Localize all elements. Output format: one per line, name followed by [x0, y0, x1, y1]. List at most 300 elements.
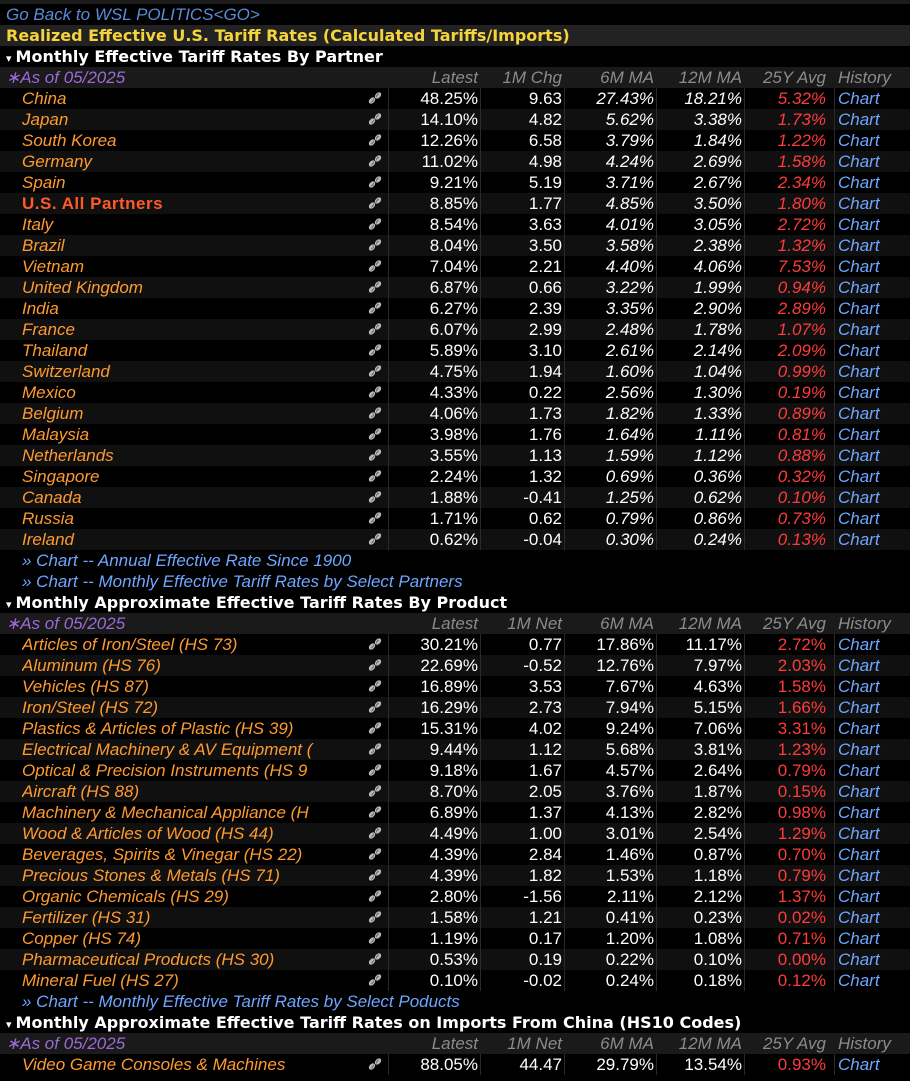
history-chart-link[interactable]: Chart [838, 215, 880, 234]
latest-value: 4.06% [429, 404, 478, 423]
latest-value: 4.75% [429, 362, 478, 381]
history-chart-link[interactable]: Chart [838, 719, 880, 738]
history-chart-link[interactable]: Chart [838, 635, 880, 654]
ma12-value: 0.23% [693, 908, 742, 927]
link-icon[interactable] [364, 865, 386, 886]
column-header[interactable]: History [838, 614, 891, 633]
latest-value: 8.04% [429, 236, 478, 255]
link-icon[interactable] [364, 1054, 386, 1075]
change-value: 4.82 [528, 110, 562, 129]
avg25-value: 0.79% [777, 866, 826, 885]
ma12-value: 2.69% [693, 152, 742, 171]
ma6-value: 4.24% [605, 152, 654, 171]
history-chart-link[interactable]: Chart [838, 845, 880, 864]
change-value: 44.47 [519, 1055, 562, 1074]
change-value: 4.02 [528, 719, 562, 738]
latest-value: 7.04% [429, 257, 478, 276]
table-row[interactable] [0, 235, 910, 256]
history-chart-link[interactable]: Chart [838, 320, 880, 339]
history-chart-link[interactable]: Chart [838, 236, 880, 255]
latest-value: 11.02% [421, 152, 478, 171]
collapse-arrow-icon[interactable]: ▾ [6, 1018, 12, 1031]
history-chart-link[interactable]: Chart [838, 971, 880, 990]
history-chart-link[interactable]: Chart [838, 509, 880, 528]
history-chart-link[interactable]: Chart [838, 887, 880, 906]
column-header[interactable]: History [838, 1034, 891, 1053]
column-header[interactable]: 6M MA [600, 614, 654, 633]
table-row[interactable] [0, 88, 910, 109]
link-icon[interactable] [364, 718, 386, 739]
row-name[interactable]: Malaysia [22, 425, 90, 444]
column-header[interactable]: 25Y Avg [762, 614, 826, 633]
history-chart-link[interactable]: Chart [838, 383, 880, 402]
latest-value: 6.87% [429, 278, 478, 297]
table-row[interactable] [0, 865, 910, 886]
link-icon[interactable] [364, 403, 386, 424]
column-header[interactable]: 12M MA [678, 614, 742, 633]
link-icon[interactable] [364, 487, 386, 508]
avg25-value: 0.89% [777, 404, 826, 423]
table-row[interactable] [0, 361, 910, 382]
avg25-value: 1.58% [777, 677, 826, 696]
table-row[interactable] [0, 340, 910, 361]
table-row[interactable] [0, 445, 910, 466]
row-name[interactable]: Pharmaceutical Products (HS 30) [22, 950, 275, 969]
ma12-value: 0.86% [693, 509, 742, 528]
ma6-value: 3.76% [605, 782, 654, 801]
ma6-value: 3.71% [605, 173, 654, 192]
change-value: 2.05 [528, 782, 562, 801]
section-title: Monthly Effective Tariff Rates By Partner [15, 47, 383, 66]
row-name[interactable]: France [22, 320, 75, 339]
change-value: 0.19 [528, 950, 562, 969]
row-name[interactable]: Italy [22, 215, 54, 234]
link-icon[interactable] [364, 445, 386, 466]
link-icon[interactable] [364, 466, 386, 487]
link-icon[interactable] [364, 529, 386, 550]
history-chart-link[interactable]: Chart [838, 950, 880, 969]
chart-link[interactable]: » Chart -- Monthly Effective Tariff Rates by Select Partners [22, 572, 463, 591]
ma6-value: 3.35% [605, 299, 654, 318]
row-name[interactable]: Beverages, Spirits & Vinegar (HS 22) [22, 845, 303, 864]
row-name[interactable]: South Korea [22, 131, 117, 150]
ma12-value: 4.63% [693, 677, 742, 696]
history-chart-link[interactable]: Chart [838, 677, 880, 696]
link-icon[interactable] [364, 697, 386, 718]
ma12-value: 13.54% [684, 1055, 742, 1074]
table-row[interactable] [0, 382, 910, 403]
table-row[interactable] [0, 172, 910, 193]
change-value: 0.62 [528, 509, 562, 528]
table-row[interactable] [0, 1054, 910, 1075]
table-row[interactable] [0, 424, 910, 445]
ma12-value: 4.06% [693, 257, 742, 276]
ma12-value: 2.67% [693, 173, 742, 192]
link-icon[interactable] [364, 781, 386, 802]
table-row[interactable] [0, 886, 910, 907]
row-name[interactable]: Plastics & Articles of Plastic (HS 39) [22, 719, 294, 738]
row-name[interactable]: Wood & Articles of Wood (HS 44) [22, 824, 274, 843]
row-name[interactable]: Netherlands [22, 446, 114, 465]
table-row[interactable] [0, 634, 910, 655]
row-name[interactable]: Ireland [22, 530, 74, 549]
link-icon[interactable] [364, 634, 386, 655]
avg25-value: 2.72% [777, 635, 826, 654]
link-icon[interactable] [364, 298, 386, 319]
column-header[interactable]: 6M MA [600, 1034, 654, 1053]
avg25-value: 1.58% [777, 152, 826, 171]
latest-value: 12.26% [420, 131, 478, 150]
ma6-value: 3.01% [605, 824, 654, 843]
history-chart-link[interactable]: Chart [838, 341, 880, 360]
table-row[interactable] [0, 256, 910, 277]
link-icon[interactable] [364, 340, 386, 361]
ma6-value: 17.86% [596, 635, 654, 654]
latest-value: 88.05% [420, 1055, 478, 1074]
row-name[interactable]: Switzerland [22, 362, 110, 381]
link-icon[interactable] [364, 361, 386, 382]
avg25-value: 0.12% [777, 971, 826, 990]
ma12-value: 3.81% [693, 740, 742, 759]
table-row[interactable] [0, 970, 910, 991]
history-chart-link[interactable]: Chart [838, 488, 880, 507]
history-chart-link[interactable]: Chart [838, 446, 880, 465]
ma12-value: 1.04% [693, 362, 742, 381]
history-chart-link[interactable]: Chart [838, 299, 880, 318]
row-name[interactable]: Mexico [22, 383, 76, 402]
history-chart-link[interactable]: Chart [838, 404, 880, 423]
link-icon[interactable] [364, 760, 386, 781]
table-row[interactable] [0, 529, 910, 550]
history-chart-link[interactable]: Chart [838, 929, 880, 948]
column-header[interactable]: 1M Net [507, 1034, 562, 1053]
history-chart-link[interactable]: Chart [838, 89, 880, 108]
table-row[interactable] [0, 130, 910, 151]
history-chart-link[interactable]: Chart [838, 740, 880, 759]
row-name[interactable]: Thailand [22, 341, 88, 360]
table-row[interactable] [0, 928, 910, 949]
column-header[interactable]: 1M Net [507, 614, 562, 633]
latest-value: 0.53% [429, 950, 478, 969]
table-row[interactable] [0, 844, 910, 865]
row-name[interactable]: Spain [22, 173, 66, 192]
avg25-value: 1.80% [777, 194, 826, 213]
column-header[interactable]: Latest [431, 68, 478, 87]
latest-value: 3.98% [429, 425, 478, 444]
change-value: 0.22 [528, 383, 562, 402]
change-value: 2.84 [528, 845, 562, 864]
change-value: 2.21 [528, 257, 562, 276]
ma12-value: 0.36% [693, 467, 742, 486]
row-name[interactable]: India [22, 299, 59, 318]
row-name[interactable]: Organic Chemicals (HS 29) [22, 887, 229, 906]
table-row[interactable] [0, 802, 910, 823]
ma12-value: 3.38% [693, 110, 742, 129]
history-chart-link[interactable]: Chart [838, 278, 880, 297]
ma12-value: 0.10% [693, 950, 742, 969]
avg25-value: 0.19% [777, 383, 826, 402]
change-value: 2.73 [528, 698, 562, 717]
history-chart-link[interactable]: Chart [838, 530, 880, 549]
history-chart-link[interactable]: Chart [838, 656, 880, 675]
link-icon[interactable] [364, 214, 386, 235]
change-value: -0.52 [523, 656, 562, 675]
row-name[interactable]: Electrical Machinery & AV Equipment ( [22, 740, 313, 759]
latest-value: 1.71% [429, 509, 478, 528]
latest-value: 4.39% [429, 866, 478, 885]
avg25-value: 3.31% [777, 719, 826, 738]
link-icon[interactable] [364, 970, 386, 991]
ma12-value: 0.24% [693, 530, 742, 549]
avg25-value: 1.23% [777, 740, 826, 759]
table-row[interactable] [0, 508, 910, 529]
history-chart-link[interactable]: Chart [838, 866, 880, 885]
ma6-value: 0.79% [605, 509, 654, 528]
column-header[interactable]: 25Y Avg [762, 1034, 826, 1053]
column-header[interactable]: 6M MA [600, 68, 654, 87]
link-icon[interactable] [364, 88, 386, 109]
column-header[interactable]: Latest [431, 614, 478, 633]
change-value: 1.21 [528, 908, 562, 927]
avg25-value: 0.81% [777, 425, 826, 444]
collapse-arrow-icon[interactable]: ▾ [6, 598, 12, 611]
latest-value: 14.10% [420, 110, 478, 129]
as-of-date: ∗As of 05/2025 [6, 614, 126, 633]
row-name[interactable]: Precious Stones & Metals (HS 71) [22, 866, 280, 885]
change-value: 0.17 [528, 929, 562, 948]
latest-value: 0.10% [429, 971, 478, 990]
row-name[interactable]: Machinery & Mechanical Appliance (H [22, 803, 309, 822]
ma12-value: 11.17% [685, 635, 742, 654]
avg25-value: 0.93% [777, 1055, 826, 1074]
section-header-products[interactable] [0, 592, 910, 613]
change-value: 1.13 [528, 446, 562, 465]
ma6-value: 5.62% [605, 110, 654, 129]
link-icon[interactable] [364, 823, 386, 844]
column-header[interactable]: History [838, 68, 891, 87]
row-name[interactable]: Canada [22, 488, 82, 507]
link-icon[interactable] [364, 151, 386, 172]
ma6-value: 2.61% [605, 341, 654, 360]
link-icon[interactable] [364, 172, 386, 193]
history-chart-link[interactable]: Chart [838, 362, 880, 381]
link-icon[interactable] [364, 256, 386, 277]
history-chart-link[interactable]: Chart [838, 824, 880, 843]
change-value: 1.32 [528, 467, 562, 486]
link-icon[interactable] [364, 844, 386, 865]
latest-value: 0.62% [429, 530, 478, 549]
row-name[interactable]: Fertilizer (HS 31) [22, 908, 151, 927]
row-name[interactable]: Vietnam [22, 257, 85, 276]
link-icon[interactable] [364, 928, 386, 949]
link-icon[interactable] [364, 109, 386, 130]
latest-value: 9.18% [429, 761, 478, 780]
table-row[interactable] [0, 466, 910, 487]
change-value: -0.41 [523, 488, 562, 507]
ma6-value: 1.20% [605, 929, 654, 948]
link-icon[interactable] [364, 508, 386, 529]
table-row[interactable] [0, 676, 910, 697]
row-name[interactable]: U.S. All Partners [22, 194, 164, 213]
section-header-china[interactable] [0, 1012, 910, 1033]
ma12-value: 7.06% [693, 719, 742, 738]
row-name[interactable]: Vehicles (HS 87) [22, 677, 149, 696]
table-row[interactable] [0, 697, 910, 718]
table-row[interactable] [0, 718, 910, 739]
change-value: 2.99 [528, 320, 562, 339]
collapse-arrow-icon[interactable]: ▾ [6, 52, 12, 65]
table-row[interactable] [0, 193, 910, 214]
table-row[interactable] [0, 109, 910, 130]
link-icon[interactable] [364, 886, 386, 907]
row-name[interactable]: Aluminum (HS 76) [22, 656, 161, 675]
table-row[interactable] [0, 214, 910, 235]
column-header[interactable]: 25Y Avg [762, 68, 826, 87]
row-name[interactable]: Japan [22, 110, 69, 129]
link-icon[interactable] [364, 382, 386, 403]
row-name[interactable]: Articles of Iron/Steel (HS 73) [22, 635, 238, 654]
ma12-value: 2.54% [693, 824, 742, 843]
latest-value: 1.88% [429, 488, 478, 507]
row-name[interactable]: United Kingdom [22, 278, 143, 297]
latest-value: 30.21% [420, 635, 478, 654]
section-title: Monthly Approximate Effective Tariff Rates on Imports From China (HS10 Codes) [15, 1013, 742, 1032]
ma12-value: 3.50% [693, 194, 742, 213]
link-icon[interactable] [364, 949, 386, 970]
change-value: 1.73 [528, 404, 562, 423]
table-row[interactable] [0, 739, 910, 760]
latest-value: 5.89% [429, 341, 478, 360]
history-chart-link[interactable]: Chart [838, 425, 880, 444]
chart-link[interactable]: » Chart -- Monthly Effective Tariff Rates by Select Poducts [22, 992, 460, 1011]
row-name[interactable]: Singapore [22, 467, 100, 486]
ma12-value: 1.33% [693, 404, 742, 423]
history-chart-link[interactable]: Chart [838, 908, 880, 927]
change-value: 9.63 [528, 89, 562, 108]
row-name[interactable]: Mineral Fuel (HS 27) [22, 971, 179, 990]
latest-value: 2.80% [429, 887, 478, 906]
avg25-value: 1.37% [777, 887, 826, 906]
go-back-link[interactable]: Go Back to WSL POLITICS<GO> [6, 5, 260, 24]
ma6-value: 2.11% [607, 887, 654, 906]
link-icon[interactable] [364, 130, 386, 151]
ma12-value: 1.84% [693, 131, 742, 150]
link-icon[interactable] [364, 907, 386, 928]
section-title: Monthly Approximate Effective Tariff Rates By Product [15, 593, 508, 612]
avg25-value: 0.15% [777, 782, 826, 801]
avg25-value: 0.02% [777, 908, 826, 927]
ma12-value: 2.64% [693, 761, 742, 780]
avg25-value: 0.13% [777, 530, 826, 549]
history-chart-link[interactable]: Chart [838, 467, 880, 486]
row-name[interactable]: Copper (HS 74) [22, 929, 142, 948]
ma12-value: 2.90% [693, 299, 742, 318]
link-icon[interactable] [364, 319, 386, 340]
change-value: 0.77 [528, 635, 562, 654]
row-name[interactable]: Video Game Consoles & Machines [22, 1055, 286, 1074]
avg25-value: 2.89% [777, 299, 826, 318]
row-name[interactable]: Russia [22, 509, 74, 528]
row-name[interactable]: Aircraft (HS 88) [22, 782, 140, 801]
change-value: 5.19 [528, 173, 562, 192]
ma6-value: 29.79% [596, 1055, 654, 1074]
chart-link[interactable]: » Chart -- Annual Effective Rate Since 1900 [22, 551, 352, 570]
link-icon[interactable] [364, 655, 386, 676]
avg25-value: 5.32% [777, 89, 826, 108]
column-header[interactable]: 1M Chg [502, 68, 562, 87]
history-chart-link[interactable]: Chart [838, 803, 880, 822]
table-row[interactable] [0, 760, 910, 781]
link-icon[interactable] [364, 802, 386, 823]
history-chart-link[interactable]: Chart [838, 110, 880, 129]
link-icon[interactable] [364, 235, 386, 256]
row-name[interactable]: China [22, 89, 67, 108]
row-name[interactable]: Optical & Precision Instruments (HS 9 [22, 761, 308, 780]
history-chart-link[interactable]: Chart [838, 173, 880, 192]
column-header[interactable]: 12M MA [678, 1034, 742, 1053]
column-header[interactable]: 12M MA [678, 68, 742, 87]
latest-value: 4.33% [429, 383, 478, 402]
avg25-value: 7.53% [777, 257, 826, 276]
link-icon[interactable] [364, 424, 386, 445]
link-icon[interactable] [364, 739, 386, 760]
table-row[interactable] [0, 151, 910, 172]
row-name[interactable]: Brazil [22, 236, 65, 255]
change-value: 2.39 [528, 299, 562, 318]
ma6-value: 4.13% [605, 803, 654, 822]
history-chart-link[interactable]: Chart [838, 194, 880, 213]
table-row[interactable] [0, 823, 910, 844]
link-icon[interactable] [364, 277, 386, 298]
link-icon[interactable] [364, 193, 386, 214]
ma12-value: 5.15% [693, 698, 742, 717]
table-row[interactable] [0, 298, 910, 319]
avg25-value: 0.10% [777, 488, 826, 507]
row-name[interactable]: Germany [22, 152, 92, 171]
table-row[interactable] [0, 781, 910, 802]
history-chart-link[interactable]: Chart [838, 1055, 880, 1074]
ma12-value: 0.62% [693, 488, 742, 507]
table-row[interactable] [0, 403, 910, 424]
link-icon[interactable] [364, 676, 386, 697]
history-chart-link[interactable]: Chart [838, 698, 880, 717]
ma12-value: 0.87% [693, 845, 742, 864]
column-header[interactable]: Latest [431, 1034, 478, 1053]
history-chart-link[interactable]: Chart [838, 131, 880, 150]
history-chart-link[interactable]: Chart [838, 152, 880, 171]
ma6-value: 3.58% [605, 236, 654, 255]
table-row[interactable] [0, 277, 910, 298]
as-of-date: ∗As of 05/2025 [6, 1034, 126, 1053]
ma12-value: 1.99% [693, 278, 742, 297]
table-row[interactable] [0, 487, 910, 508]
ma12-value: 3.05% [693, 215, 742, 234]
row-name[interactable]: Belgium [22, 404, 84, 423]
row-name[interactable]: Iron/Steel (HS 72) [22, 698, 159, 717]
ma6-value: 1.25% [605, 488, 654, 507]
section-header-partners[interactable] [0, 46, 910, 67]
table-row[interactable] [0, 949, 910, 970]
table-row[interactable] [0, 319, 910, 340]
table-row[interactable] [0, 655, 910, 676]
latest-value: 8.54% [429, 215, 478, 234]
latest-value: 4.49% [429, 824, 478, 843]
history-chart-link[interactable]: Chart [838, 761, 880, 780]
history-chart-link[interactable]: Chart [838, 782, 880, 801]
table-row[interactable] [0, 907, 910, 928]
avg25-value: 1.32% [777, 236, 826, 255]
history-chart-link[interactable]: Chart [838, 257, 880, 276]
